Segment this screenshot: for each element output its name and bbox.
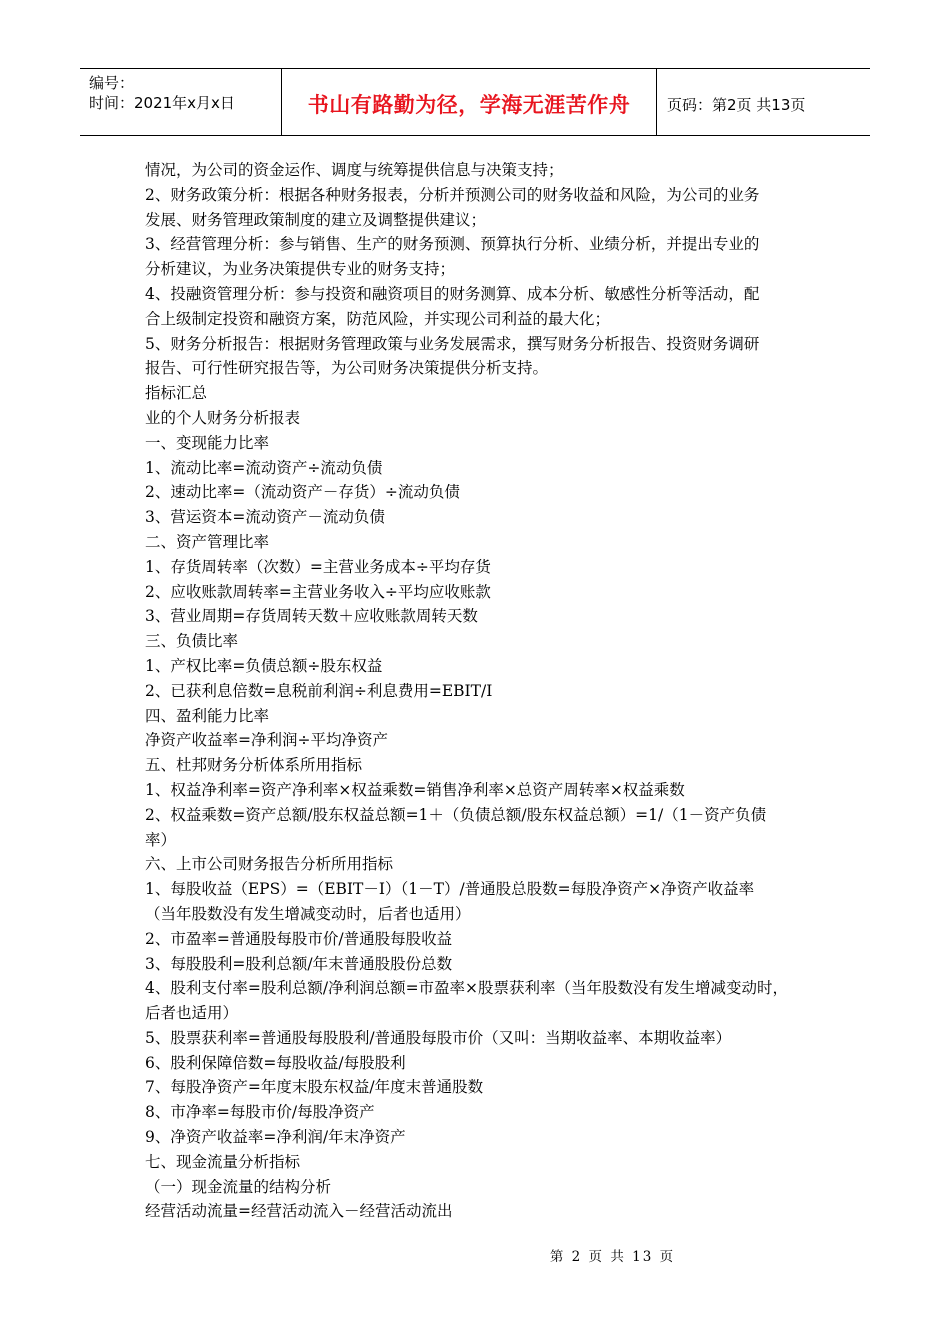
body-line: 五、杜邦财务分析体系所用指标 [145, 756, 363, 775]
body-line: 3、每股股利=股利总额/年末普通股股份总数 [145, 954, 453, 973]
body-line: 二、资产管理比率 [145, 532, 270, 551]
body-line: 业的个人财务分析报表 [145, 408, 301, 427]
body-line: 三、负债比率 [145, 632, 239, 651]
body-line: 5、财务分析报告：根据财务管理政策与业务发展需求，撰写财务分析报告、投资财务调研 [145, 334, 760, 353]
body-line: 9、净资产收益率=净利润/年末净资产 [145, 1128, 406, 1147]
body-line: 2、速动比率=（流动资产－存货）÷流动负债 [145, 483, 460, 502]
header-motto: 书山有路勤为径，学海无涯苦作舟 [307, 93, 631, 117]
body-line: 净资产收益率=净利润÷平均净资产 [145, 731, 388, 750]
header-page-cell [657, 69, 870, 135]
body-line: 1、产权比率=负债总额÷股东权益 [145, 656, 383, 675]
body-line: 四、盈利能力比率 [145, 706, 270, 725]
body-line: 经营活动流量=经营活动流入－经营活动流出 [145, 1202, 453, 1221]
body-line: 六、上市公司财务报告分析所用指标 [145, 855, 394, 874]
body-line: 4、股利支付率=股利总额/净利润总额=市盈率×股票获利率（当年股数没有发生增减变动时， [145, 979, 789, 998]
header-page-number: 页码：第2页 共13页 [667, 95, 806, 114]
serial-number-label: 编号： [89, 74, 135, 92]
document-body [145, 158, 810, 1224]
body-line: 2、财务政策分析：根据各种财务报表，分析并预测公司的财务收益和风险，为公司的业务 [145, 185, 760, 204]
body-line: 2、权益乘数=资产总额/股东权益总额=1＋（负债总额/股东权益总额）=1/（1－资产负债 [145, 805, 767, 824]
header-meta-cell [80, 69, 282, 135]
body-line: 5、股票获利率=普通股每股股利/普通股每股市价（又叫：当期收益率、本期收益率） [145, 1028, 732, 1047]
body-line: 率） [145, 830, 177, 849]
body-line: 6、股利保障倍数=每股收益/每股股利 [145, 1053, 406, 1072]
body-line: 指标汇总 [145, 384, 208, 403]
body-line: 2、已获利息倍数=息税前利润÷利息费用=EBIT/I [145, 681, 493, 700]
body-line: 合上级制定投资和融资方案，防范风险，并实现公司利益的最大化； [145, 309, 611, 328]
body-line: 1、存货周转率（次数）=主营业务成本÷平均存货 [145, 557, 491, 576]
body-line: （一）现金流量的结构分析 [145, 1177, 332, 1196]
page-header [80, 68, 870, 136]
body-line: 一、变现能力比率 [145, 433, 270, 452]
body-line: 报告、可行性研究报告等，为公司财务决策提供分析支持。 [145, 359, 549, 378]
body-line: 7、每股净资产=年度末股东权益/年度末普通股数 [145, 1078, 484, 1097]
page-footer [0, 1245, 950, 1265]
body-line: 1、每股收益（EPS）=（EBIT－I）（1－T）/普通股总股数=每股净资产×净资产收益率 [145, 880, 755, 899]
footer-page-number: 第 2 页 共 13 页 [549, 1249, 676, 1265]
body-line: 分析建议，为业务决策提供专业的财务支持； [145, 260, 456, 279]
body-line: 2、应收账款周转率=主营业务收入÷平均应收账款 [145, 582, 491, 601]
body-line: 发展、财务管理政策制度的建立及调整提供建议； [145, 210, 487, 229]
body-line: 情况，为公司的资金运作、调度与统筹提供信息与决策支持； [145, 161, 564, 179]
body-line: 3、经营管理分析：参与销售、生产的财务预测、预算执行分析、业绩分析，并提出专业的 [145, 235, 760, 254]
body-line: 后者也适用） [145, 1004, 239, 1023]
body-line: 8、市净率=每股市价/每股净资产 [145, 1103, 375, 1122]
body-line: （当年股数没有发生增减变动时，后者也适用） [145, 904, 471, 923]
body-line: 七、现金流量分析指标 [145, 1152, 301, 1171]
body-line: 1、权益净利率=资产净利率×权益乘数=销售净利率×总资产周转率×权益乘数 [145, 780, 685, 799]
body-line: 2、市盈率=普通股每股市价/普通股每股收益 [145, 929, 453, 948]
body-line: 1、流动比率=流动资产÷流动负债 [145, 458, 383, 477]
body-line: 4、投融资管理分析：参与投资和融资项目的财务测算、成本分析、敏感性分析等活动，配 [145, 284, 760, 303]
time-label: 时间：2021年x月x日 [89, 94, 235, 112]
body-line: 3、营业周期=存货周转天数＋应收账款周转天数 [145, 607, 478, 626]
header-motto-cell [282, 69, 657, 135]
body-line: 3、营运资本=流动资产－流动负债 [145, 508, 385, 527]
